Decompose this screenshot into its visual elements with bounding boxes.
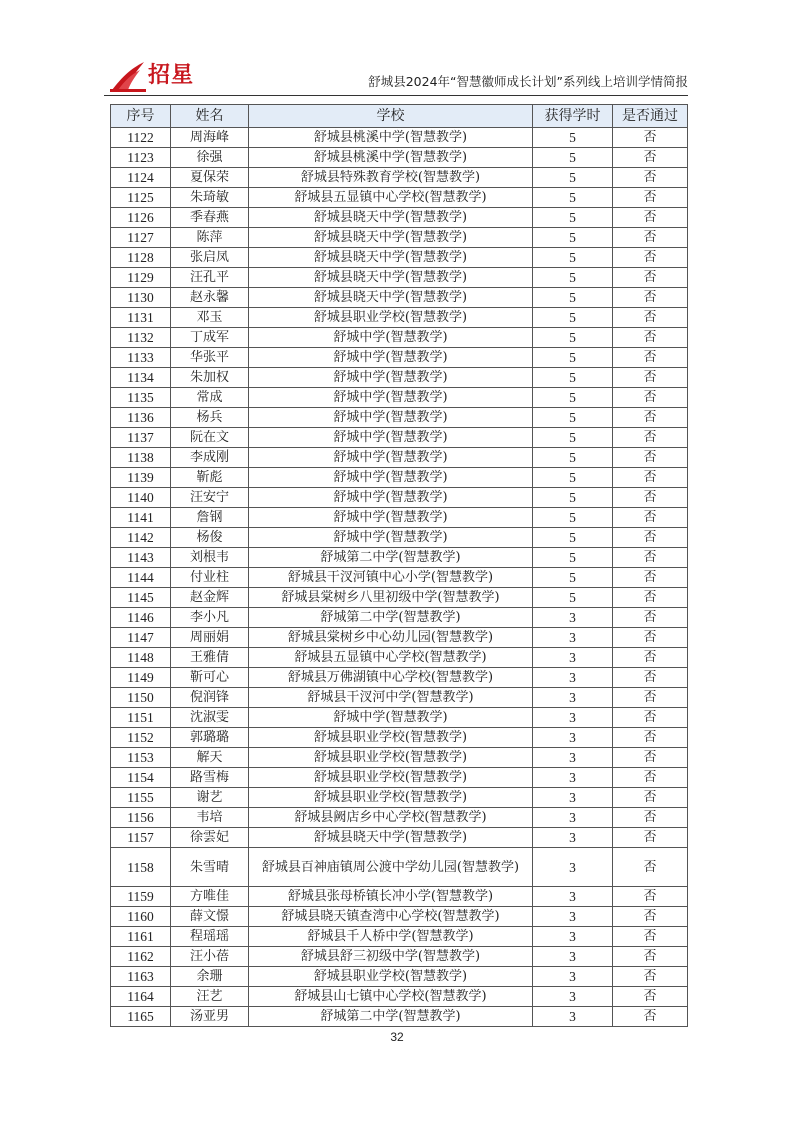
cell-index: 1122 [111,128,171,148]
cell-hours: 5 [533,148,613,168]
cell-school: 舒城中学(智慧教学) [249,528,533,548]
cell-school: 舒城县五显镇中心学校(智慧教学) [249,648,533,668]
cell-passed: 否 [613,208,688,228]
cell-hours: 5 [533,448,613,468]
table-row [111,288,688,308]
cell-name: 靳可心 [171,668,249,688]
cell-name: 付业柱 [171,568,249,588]
cell-school: 舒城中学(智慧教学) [249,488,533,508]
cell-passed: 否 [613,768,688,788]
cell-passed: 否 [613,848,688,887]
table-row [111,328,688,348]
cell-index: 1131 [111,308,171,328]
table-row [111,708,688,728]
cell-passed: 否 [613,128,688,148]
cell-index: 1147 [111,628,171,648]
cell-school: 舒城县万佛湖镇中心学校(智慧教学) [249,668,533,688]
column-header-passed: 是否通过 [613,105,688,128]
cell-passed: 否 [613,148,688,168]
cell-passed: 否 [613,688,688,708]
cell-name: 靳彪 [171,468,249,488]
table-row [111,568,688,588]
cell-hours: 3 [533,808,613,828]
table-row [111,128,688,148]
column-header-index: 序号 [111,105,171,128]
cell-school: 舒城县职业学校(智慧教学) [249,308,533,328]
table-row [111,508,688,528]
cell-index: 1156 [111,808,171,828]
cell-name: 程瑶瑶 [171,927,249,947]
cell-name: 韦培 [171,808,249,828]
cell-index: 1123 [111,148,171,168]
cell-index: 1138 [111,448,171,468]
training-status-table [110,104,688,1027]
cell-name: 朱雪晴 [171,848,249,887]
cell-index: 1124 [111,168,171,188]
cell-hours: 3 [533,1007,613,1027]
cell-school: 舒城县特殊教育学校(智慧教学) [249,168,533,188]
table-row [111,588,688,608]
cell-name: 沈淑雯 [171,708,249,728]
table-row [111,907,688,927]
cell-name: 季春燕 [171,208,249,228]
table-row [111,168,688,188]
logo-mark-icon [110,58,150,92]
cell-passed: 否 [613,648,688,668]
cell-school: 舒城县百神庙镇周公渡中学幼儿园(智慧教学) [249,848,533,887]
cell-index: 1132 [111,328,171,348]
cell-passed: 否 [613,188,688,208]
cell-passed: 否 [613,628,688,648]
cell-name: 邓玉 [171,308,249,328]
cell-school: 舒城县桃溪中学(智慧教学) [249,148,533,168]
cell-school: 舒城县五显镇中心学校(智慧教学) [249,188,533,208]
cell-index: 1127 [111,228,171,248]
cell-school: 舒城第二中学(智慧教学) [249,1007,533,1027]
cell-name: 常成 [171,388,249,408]
cell-school: 舒城中学(智慧教学) [249,708,533,728]
cell-school: 舒城县职业学校(智慧教学) [249,788,533,808]
cell-name: 李小凡 [171,608,249,628]
cell-name: 杨兵 [171,408,249,428]
cell-school: 舒城中学(智慧教学) [249,468,533,488]
table-row [111,208,688,228]
cell-passed: 否 [613,428,688,448]
cell-hours: 3 [533,828,613,848]
cell-name: 倪润锋 [171,688,249,708]
table-row [111,388,688,408]
cell-passed: 否 [613,788,688,808]
cell-name: 汪安宁 [171,488,249,508]
table-row [111,348,688,368]
cell-school: 舒城中学(智慧教学) [249,368,533,388]
cell-hours: 3 [533,967,613,987]
cell-hours: 5 [533,288,613,308]
cell-school: 舒城第二中学(智慧教学) [249,608,533,628]
table-body [111,128,688,1027]
cell-name: 徐雲妃 [171,828,249,848]
cell-hours: 3 [533,887,613,907]
table-row [111,768,688,788]
cell-hours: 3 [533,628,613,648]
table-row [111,967,688,987]
cell-passed: 否 [613,168,688,188]
cell-hours: 5 [533,348,613,368]
cell-index: 1136 [111,408,171,428]
cell-index: 1154 [111,768,171,788]
cell-passed: 否 [613,828,688,848]
cell-school: 舒城县晓天中学(智慧教学) [249,828,533,848]
table-row [111,947,688,967]
cell-passed: 否 [613,608,688,628]
cell-name: 赵金辉 [171,588,249,608]
cell-index: 1159 [111,887,171,907]
cell-name: 阮在文 [171,428,249,448]
cell-school: 舒城县职业学校(智慧教学) [249,748,533,768]
cell-school: 舒城中学(智慧教学) [249,388,533,408]
cell-name: 汪艺 [171,987,249,1007]
table-row [111,648,688,668]
cell-index: 1139 [111,468,171,488]
cell-hours: 5 [533,248,613,268]
table-row [111,668,688,688]
cell-school: 舒城县桃溪中学(智慧教学) [249,128,533,148]
cell-name: 解天 [171,748,249,768]
table-row [111,808,688,828]
table-row [111,248,688,268]
table-row [111,608,688,628]
cell-index: 1143 [111,548,171,568]
cell-passed: 否 [613,748,688,768]
cell-name: 华张平 [171,348,249,368]
cell-hours: 5 [533,128,613,148]
cell-school: 舒城中学(智慧教学) [249,428,533,448]
cell-passed: 否 [613,887,688,907]
column-header-hours: 获得学时 [533,105,613,128]
cell-hours: 5 [533,588,613,608]
cell-passed: 否 [613,248,688,268]
cell-index: 1150 [111,688,171,708]
cell-index: 1161 [111,927,171,947]
cell-hours: 5 [533,528,613,548]
cell-name: 方唯佳 [171,887,249,907]
cell-hours: 5 [533,388,613,408]
cell-school: 舒城县职业学校(智慧教学) [249,728,533,748]
cell-hours: 3 [533,748,613,768]
cell-passed: 否 [613,927,688,947]
cell-index: 1158 [111,848,171,887]
cell-index: 1149 [111,668,171,688]
cell-hours: 3 [533,848,613,887]
cell-school: 舒城县山七镇中心学校(智慧教学) [249,987,533,1007]
table-row [111,548,688,568]
cell-passed: 否 [613,708,688,728]
cell-hours: 5 [533,428,613,448]
cell-hours: 5 [533,508,613,528]
header-divider [104,95,688,96]
cell-passed: 否 [613,288,688,308]
cell-index: 1163 [111,967,171,987]
cell-hours: 5 [533,308,613,328]
cell-name: 郭璐璐 [171,728,249,748]
table-row [111,987,688,1007]
cell-passed: 否 [613,348,688,368]
table-row [111,468,688,488]
cell-school: 舒城中学(智慧教学) [249,348,533,368]
logo-text: 招星 [148,62,195,88]
cell-school: 舒城县职业学校(智慧教学) [249,768,533,788]
cell-school: 舒城县干汊河中学(智慧教学) [249,688,533,708]
table-row [111,148,688,168]
cell-index: 1134 [111,368,171,388]
cell-passed: 否 [613,668,688,688]
cell-name: 周丽娟 [171,628,249,648]
cell-school: 舒城中学(智慧教学) [249,448,533,468]
cell-hours: 3 [533,947,613,967]
page-number: 32 [390,1030,404,1044]
cell-index: 1137 [111,428,171,448]
cell-passed: 否 [613,308,688,328]
cell-index: 1142 [111,528,171,548]
cell-passed: 否 [613,907,688,927]
table-row [111,748,688,768]
cell-name: 王雅倩 [171,648,249,668]
cell-name: 汪孔平 [171,268,249,288]
table-row [111,408,688,428]
report-title: 舒城县2024年“智慧徽师成长计划”系列线上培训学情简报 [368,74,688,89]
table-row [111,488,688,508]
cell-passed: 否 [613,488,688,508]
table-row [111,188,688,208]
cell-passed: 否 [613,528,688,548]
cell-index: 1157 [111,828,171,848]
cell-index: 1164 [111,987,171,1007]
cell-index: 1146 [111,608,171,628]
cell-name: 汪小蓓 [171,947,249,967]
cell-school: 舒城县晓天中学(智慧教学) [249,268,533,288]
cell-school: 舒城县舒三初级中学(智慧教学) [249,947,533,967]
cell-index: 1130 [111,288,171,308]
cell-school: 舒城第二中学(智慧教学) [249,548,533,568]
table-row [111,828,688,848]
cell-name: 夏保荣 [171,168,249,188]
cell-index: 1160 [111,907,171,927]
cell-school: 舒城县千人桥中学(智慧教学) [249,927,533,947]
cell-hours: 5 [533,568,613,588]
cell-hours: 5 [533,468,613,488]
cell-hours: 5 [533,188,613,208]
cell-name: 赵永馨 [171,288,249,308]
cell-name: 陈萍 [171,228,249,248]
cell-school: 舒城县晓天中学(智慧教学) [249,248,533,268]
cell-passed: 否 [613,588,688,608]
cell-hours: 3 [533,608,613,628]
cell-index: 1126 [111,208,171,228]
cell-passed: 否 [613,967,688,987]
cell-name: 朱加权 [171,368,249,388]
table-row [111,927,688,947]
table-row [111,628,688,648]
cell-hours: 5 [533,208,613,228]
cell-school: 舒城县晓天中学(智慧教学) [249,228,533,248]
cell-index: 1125 [111,188,171,208]
cell-hours: 3 [533,728,613,748]
cell-hours: 3 [533,648,613,668]
cell-name: 张启凤 [171,248,249,268]
table-row [111,1007,688,1027]
cell-school: 舒城县晓天镇查湾中心学校(智慧教学) [249,907,533,927]
cell-school: 舒城中学(智慧教学) [249,408,533,428]
cell-index: 1148 [111,648,171,668]
cell-hours: 3 [533,788,613,808]
table-row [111,788,688,808]
cell-hours: 5 [533,328,613,348]
cell-passed: 否 [613,548,688,568]
cell-passed: 否 [613,728,688,748]
cell-hours: 3 [533,987,613,1007]
cell-hours: 5 [533,168,613,188]
cell-index: 1162 [111,947,171,967]
cell-index: 1133 [111,348,171,368]
cell-hours: 5 [533,268,613,288]
table-row [111,428,688,448]
cell-hours: 3 [533,668,613,688]
cell-name: 朱琦敏 [171,188,249,208]
column-header-school: 学校 [249,105,533,128]
cell-passed: 否 [613,947,688,967]
table-row [111,308,688,328]
cell-school: 舒城县晓天中学(智慧教学) [249,208,533,228]
cell-passed: 否 [613,388,688,408]
cell-index: 1145 [111,588,171,608]
cell-passed: 否 [613,468,688,488]
cell-index: 1129 [111,268,171,288]
cell-passed: 否 [613,987,688,1007]
cell-index: 1155 [111,788,171,808]
cell-name: 周海峰 [171,128,249,148]
table-header-row [111,105,688,128]
table-row [111,688,688,708]
cell-index: 1151 [111,708,171,728]
cell-index: 1135 [111,388,171,408]
cell-hours: 3 [533,708,613,728]
cell-index: 1141 [111,508,171,528]
cell-index: 1128 [111,248,171,268]
cell-name: 刘根韦 [171,548,249,568]
cell-hours: 5 [533,368,613,388]
cell-hours: 3 [533,768,613,788]
logo [110,58,210,92]
cell-name: 杨俊 [171,528,249,548]
cell-passed: 否 [613,368,688,388]
cell-hours: 5 [533,488,613,508]
cell-school: 舒城县棠树乡八里初级中学(智慧教学) [249,588,533,608]
cell-name: 谢艺 [171,788,249,808]
cell-hours: 3 [533,927,613,947]
cell-passed: 否 [613,568,688,588]
cell-school: 舒城中学(智慧教学) [249,328,533,348]
cell-index: 1152 [111,728,171,748]
cell-name: 徐强 [171,148,249,168]
cell-school: 舒城县干汊河镇中心小学(智慧教学) [249,568,533,588]
cell-index: 1153 [111,748,171,768]
cell-passed: 否 [613,228,688,248]
cell-name: 路雪梅 [171,768,249,788]
table-row [111,448,688,468]
page-header [104,56,688,96]
cell-passed: 否 [613,508,688,528]
cell-index: 1144 [111,568,171,588]
cell-name: 丁成军 [171,328,249,348]
table-row [111,228,688,248]
cell-index: 1140 [111,488,171,508]
cell-index: 1165 [111,1007,171,1027]
cell-passed: 否 [613,1007,688,1027]
cell-name: 詹钢 [171,508,249,528]
cell-hours: 5 [533,228,613,248]
cell-name: 汤亚男 [171,1007,249,1027]
table-row [111,848,688,887]
cell-school: 舒城县棠树乡中心幼儿园(智慧教学) [249,628,533,648]
cell-passed: 否 [613,408,688,428]
table-row [111,368,688,388]
cell-passed: 否 [613,268,688,288]
cell-passed: 否 [613,808,688,828]
table-row [111,528,688,548]
cell-passed: 否 [613,328,688,348]
table-row [111,268,688,288]
cell-school: 舒城县阙店乡中心学校(智慧教学) [249,808,533,828]
cell-name: 李成刚 [171,448,249,468]
cell-school: 舒城县张母桥镇长冲小学(智慧教学) [249,887,533,907]
column-header-name: 姓名 [171,105,249,128]
cell-passed: 否 [613,448,688,468]
table-row [111,887,688,907]
cell-hours: 3 [533,688,613,708]
cell-school: 舒城中学(智慧教学) [249,508,533,528]
cell-name: 薛文憬 [171,907,249,927]
cell-school: 舒城县晓天中学(智慧教学) [249,288,533,308]
cell-hours: 5 [533,548,613,568]
cell-hours: 5 [533,408,613,428]
table-row [111,728,688,748]
cell-hours: 3 [533,907,613,927]
cell-school: 舒城县职业学校(智慧教学) [249,967,533,987]
cell-name: 余珊 [171,967,249,987]
